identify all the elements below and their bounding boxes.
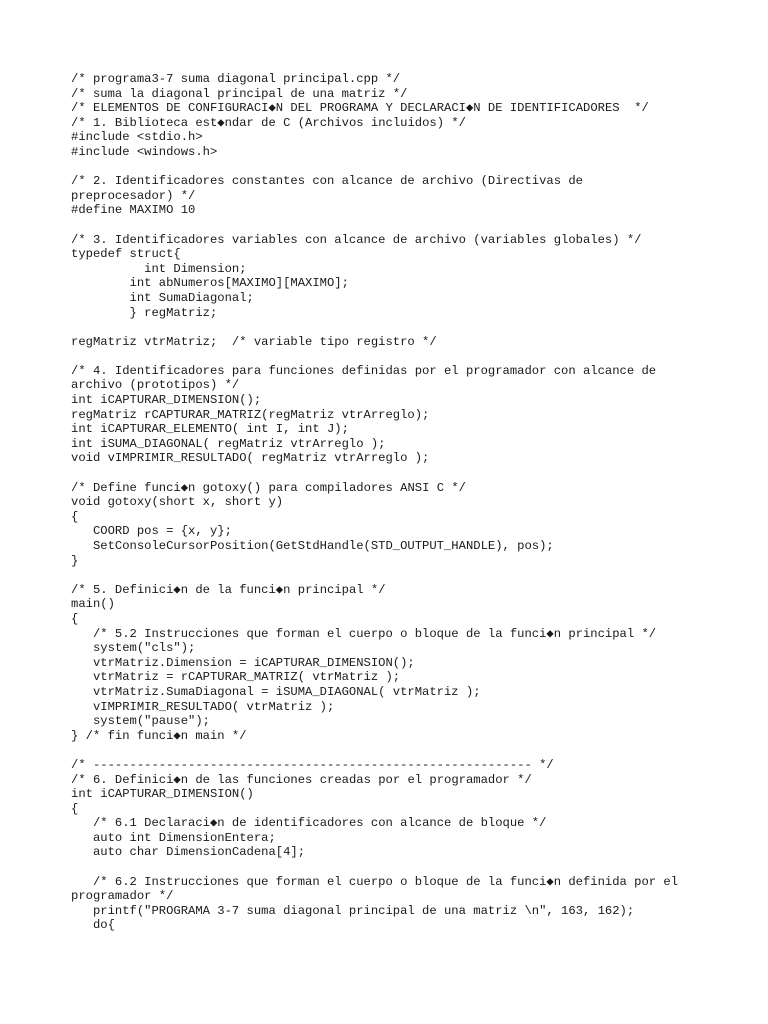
code-line: COORD pos = {x, y}; xyxy=(71,524,232,539)
code-line: regMatriz rCAPTURAR_MATRIZ(regMatriz vtrArreglo); xyxy=(71,407,430,422)
code-line: regMatriz vtrMatriz; /* variable tipo registro */ xyxy=(71,334,437,349)
code-line: int iSUMA_DIAGONAL( regMatriz vtrArreglo ); xyxy=(71,436,386,451)
code-line: vtrMatriz.Dimension = iCAPTURAR_DIMENSION(); xyxy=(71,655,415,670)
code-line: SetConsoleCursorPosition(GetStdHandle(STD_OUTPUT_HANDLE), pos); xyxy=(71,539,554,553)
code-line: do{ xyxy=(71,918,115,933)
code-line: /* 2. Identificadores constantes con alcance de archivo (Directivas de xyxy=(71,174,583,189)
code-line: preprocesador) */ xyxy=(71,188,196,203)
code-line: { xyxy=(71,509,79,524)
blank-line xyxy=(71,160,761,175)
code-line: /* 5.2 Instrucciones que forman el cuerpo o bloque de la funci◆n principal */ xyxy=(71,626,657,641)
code-line: archivo (prototipos) */ xyxy=(71,378,240,393)
code-line: #include <windows.h> xyxy=(71,144,218,159)
code-line: printf("PROGRAMA 3-7 suma diagonal principal de una matriz \n", 163, 162); xyxy=(71,903,635,918)
code-line: int Dimension; xyxy=(71,261,247,276)
code-line: void vIMPRIMIR_RESULTADO( regMatriz vtrArreglo ); xyxy=(71,451,430,466)
code-line: /* 4. Identificadores para funciones definidas por el programador con alcance de xyxy=(71,363,657,378)
code-line: /* 6.2 Instrucciones que forman el cuerpo o bloque de la funci◆n definida por el xyxy=(71,874,679,889)
code-line: { xyxy=(71,801,79,816)
blank-line xyxy=(71,218,761,233)
blank-line xyxy=(71,320,761,335)
blank-line xyxy=(71,568,761,583)
code-line: int iCAPTURAR_DIMENSION() xyxy=(71,787,254,802)
blank-line xyxy=(71,860,761,875)
code-line: programador */ xyxy=(71,889,174,904)
code-line: typedef struct{ xyxy=(71,247,181,262)
blank-line xyxy=(71,743,761,758)
code-line: /* Define funci◆n gotoxy() para compiladores ANSI C */ xyxy=(71,480,466,495)
code-line: /* 6. Definici◆n de las funciones creadas por el programador */ xyxy=(71,772,532,787)
code-line: int iCAPTURAR_ELEMENTO( int I, int J); xyxy=(71,422,349,437)
code-line: /* suma la diagonal principal de una matriz */ xyxy=(71,86,408,101)
code-line: main() xyxy=(71,597,115,612)
code-line: { xyxy=(71,611,79,626)
code-line: /* programa3-7 suma diagonal principal.cpp */ xyxy=(71,72,401,86)
code-line: /* 6.1 Declaraci◆n de identificadores con alcance de bloque */ xyxy=(71,816,547,831)
code-line: int iCAPTURAR_DIMENSION(); xyxy=(71,393,262,408)
blank-line xyxy=(71,349,761,364)
code-line: void gotoxy(short x, short y) xyxy=(71,495,284,510)
code-line: /* 1. Biblioteca est◆ndar de C (Archivos incluidos) */ xyxy=(71,115,466,130)
blank-line xyxy=(71,466,761,481)
code-line: } regMatriz; xyxy=(71,305,218,320)
source-code-block xyxy=(71,72,761,933)
code-line: #include <stdio.h> xyxy=(71,130,203,145)
code-line: /* ELEMENTOS DE CONFIGURACI◆N DEL PROGRAMA Y DECLARACI◆N DE IDENTIFICADORES */ xyxy=(71,101,649,116)
code-line: /* 3. Identificadores variables con alcance de archivo (variables globales) */ xyxy=(71,232,642,247)
code-line: auto int DimensionEntera; xyxy=(71,830,276,845)
code-line: } xyxy=(71,553,79,568)
code-line: vtrMatriz.SumaDiagonal = iSUMA_DIAGONAL( vtrMatriz ); xyxy=(71,684,481,699)
code-line: vtrMatriz = rCAPTURAR_MATRIZ( vtrMatriz ); xyxy=(71,670,401,685)
code-line: system("pause"); xyxy=(71,714,210,729)
code-line: system("cls"); xyxy=(71,641,196,656)
code-line: /* ------------------------------------------------------------ */ xyxy=(71,757,554,772)
code-line: auto char DimensionCadena[4]; xyxy=(71,845,306,860)
code-line: } /* fin funci◆n main */ xyxy=(71,728,247,743)
code-line: vIMPRIMIR_RESULTADO( vtrMatriz ); xyxy=(71,699,335,714)
code-line: int abNumeros[MAXIMO][MAXIMO]; xyxy=(71,276,349,291)
code-line: int SumaDiagonal; xyxy=(71,290,254,305)
code-line: #define MAXIMO 10 xyxy=(71,203,196,218)
code-line: /* 5. Definici◆n de la funci◆n principal */ xyxy=(71,582,386,597)
